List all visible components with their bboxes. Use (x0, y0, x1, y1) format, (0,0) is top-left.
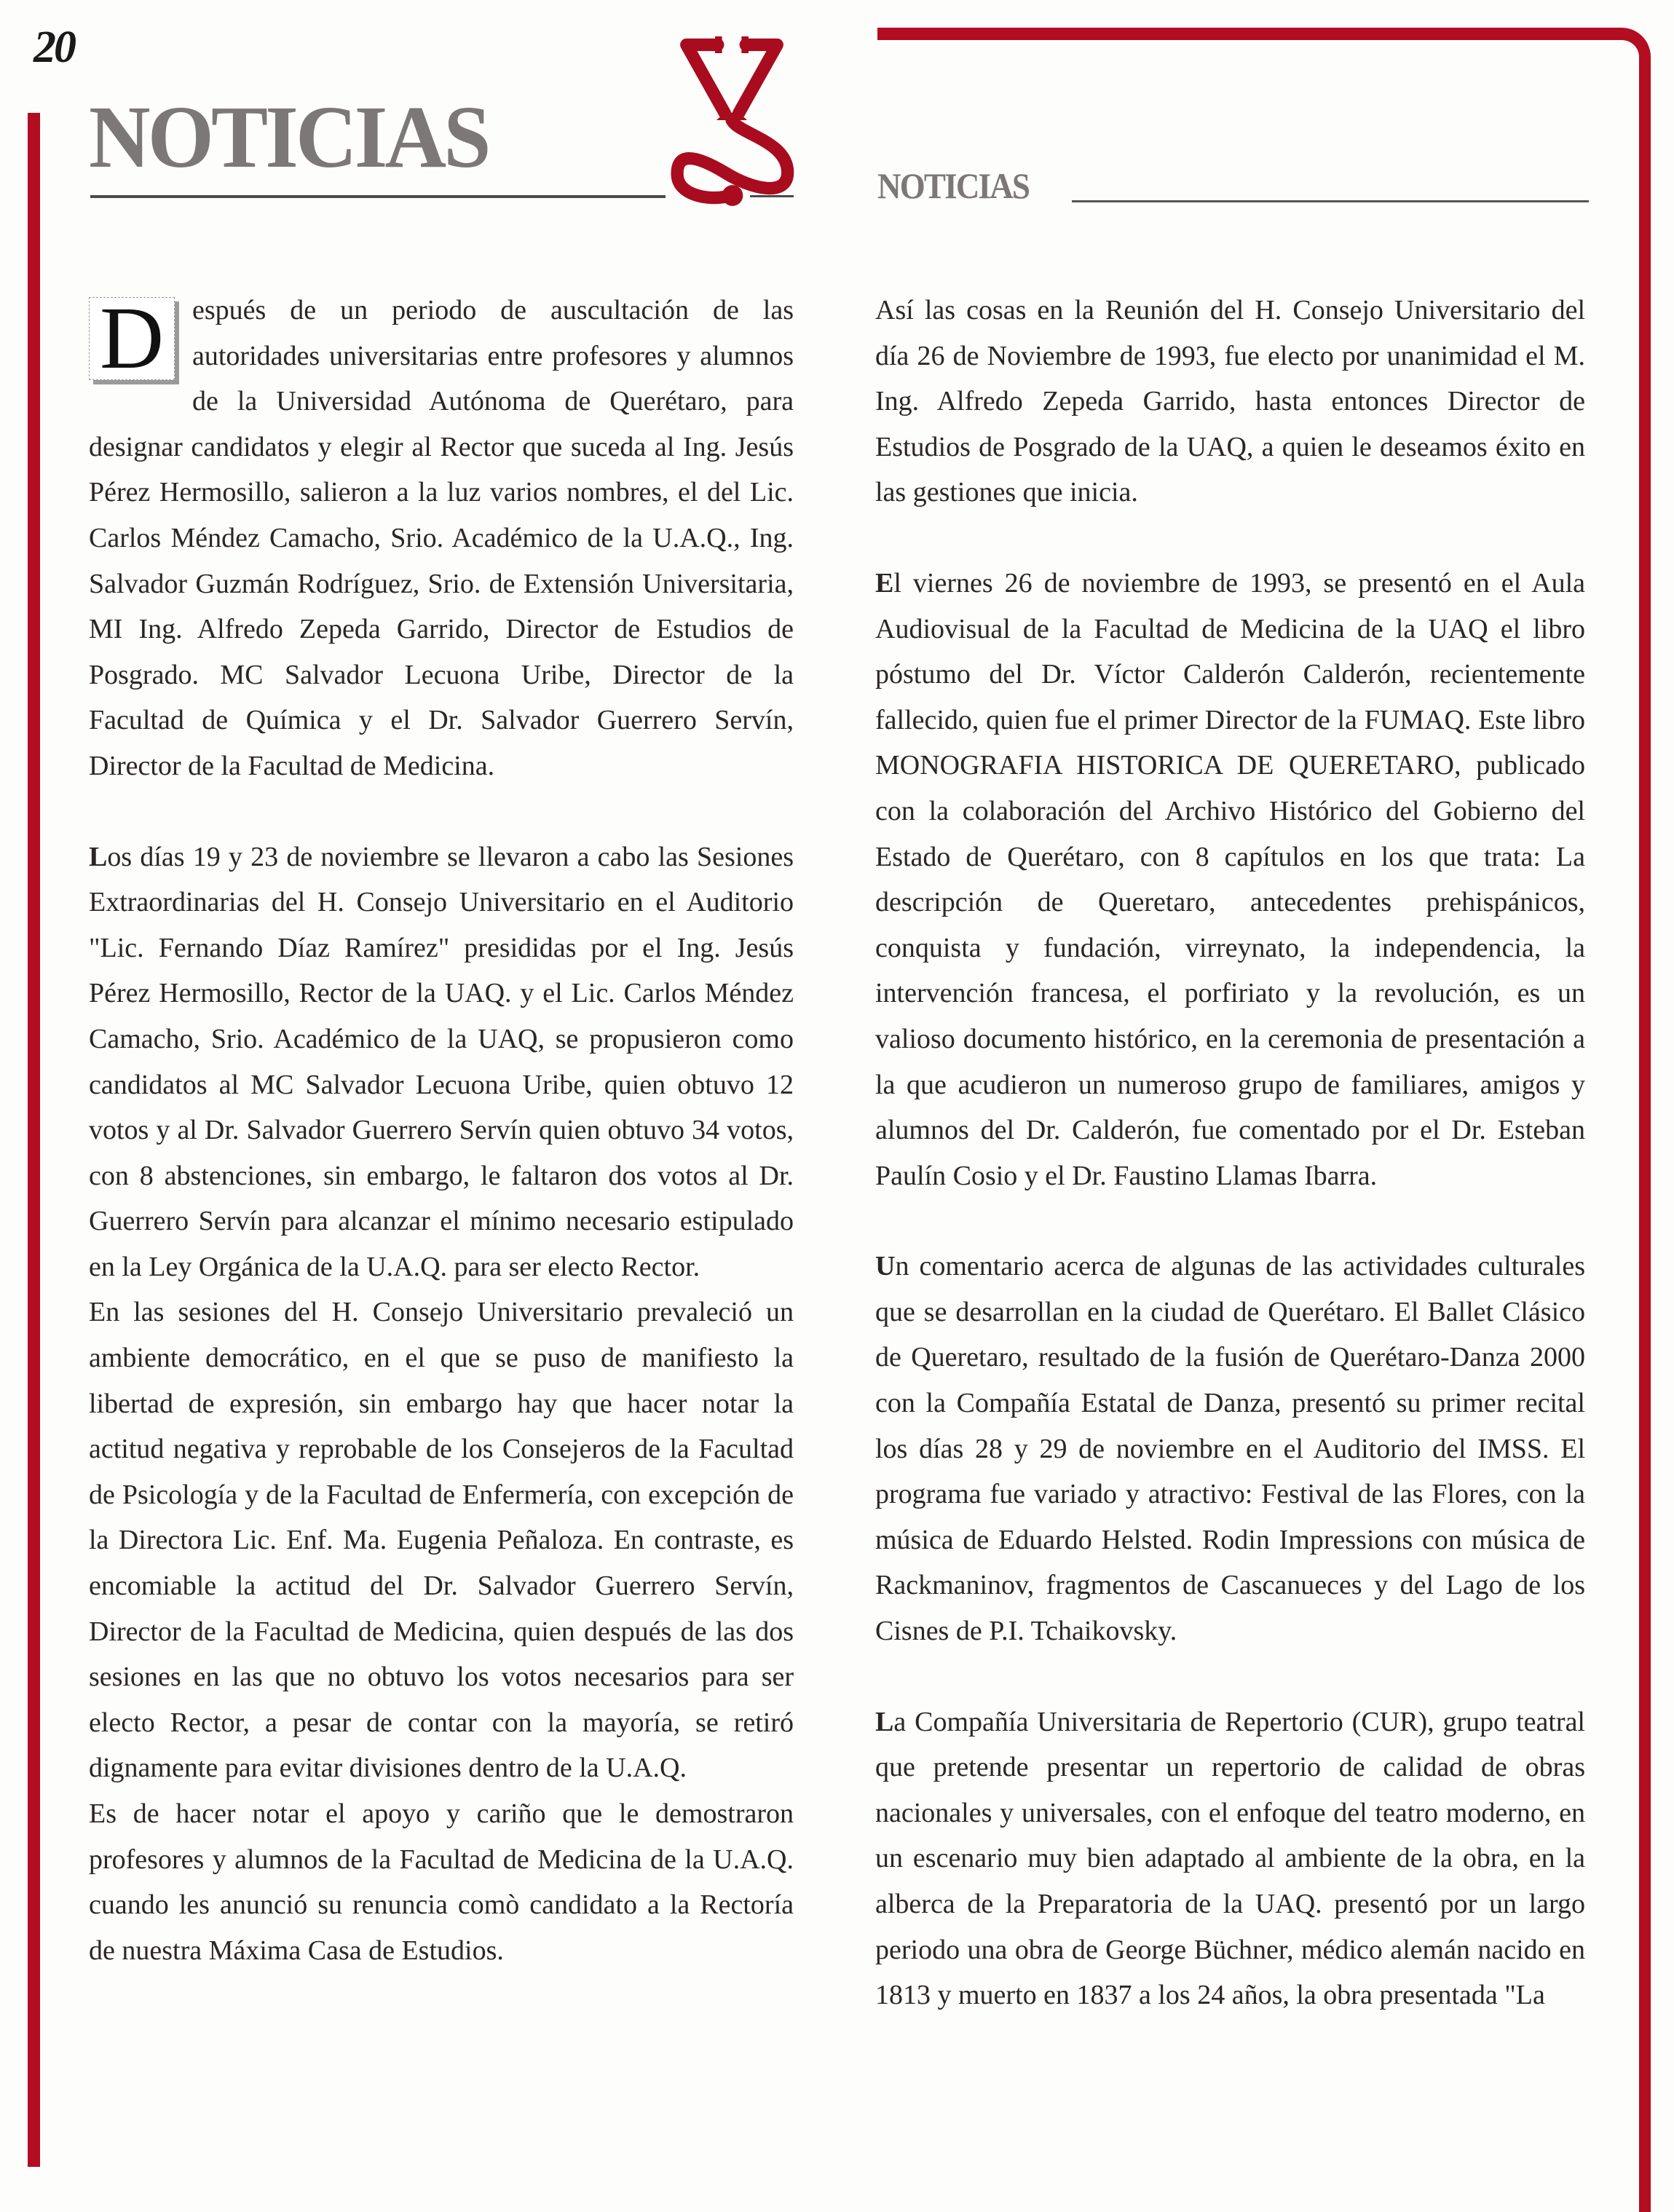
dropcap-frame (89, 289, 175, 387)
article-text: n comentario acerca de algunas de las actividades culturales que se desarrollan en la ciudad de Querétaro. El Ballet Clásico de Queretaro, resultado de la fusión de Querétaro-Danza 2000 con la Compañía Estatal de Danza, presentó su primer recital los días 28 y 29 de noviembre en el Auditorio del IMSS. El programa fue variado y atractivo: Festival de las Flores, con la música de Eduardo Helsted. Rodin Impressions con música de Rackmaninov, fragmentos de Cascanueces y del Lago de los Cisnes de P.I. Tchaikovsky. (875, 1251, 1585, 1647)
left-accent-bar (28, 113, 40, 2167)
article-text: os días 19 y 23 de noviembre se llevaron a cabo las Sesiones Extraordinarias del H. Consejo Universitario en el Auditorio "Lic. Fernando Díaz Ramírez" presididas por el Ing. Jesús Pérez Hermosillo, Rector de la UAQ. y el Lic. Carlos Méndez Camacho, Srio. Académico de la UAQ, se propusieron como candidatos al MC Salvador Lecuona Uribe, quien obtuvo 12 votos y al Dr. Salvador Guerrero Servín quien obtuvo 34 votos, con 8 abstenciones, sin embargo, le faltaron dos votos al Dr. Guerrero Servín para alcanzar el mínimo necesario estipulado en la Ley Orgánica de la U.A.Q. para ser electo Rector. (89, 841, 794, 1282)
lead-letter: L (89, 841, 108, 872)
article-text: espués de un periodo de auscultación de las autoridades universitarias entre profesores y alumnos de la Universidad Autónoma de Querétaro, para designar candidatos y elegir al Rector que suceda al Ing. Jesús Pérez Hermosillo, salieron a la luz varios nombres, el del Lic. Carlos Méndez Camacho, Srio. Académico de la U.A.Q., Ing. Salvador Guzmán Rodríguez, Srio. de Extensión Universitaria, MI Ing. Alfredo Zepeda Garrido, Director de Estudios de Posgrado. MC Salvador Lecuona Uribe, Director de la Facultad de Química y el Dr. Salvador Guerrero Servín, Director de la Facultad de Medicina. (89, 295, 794, 781)
lead-letter: L (875, 1706, 894, 1737)
article-new-rector: Así las cosas en la Reunión del H. Consejo Universitario del día 26 de Noviembre de 1993, fue electo por unanimidad el M. Ing. Alfredo Zepeda Garrido, hasta entonces Director de Estudios de Posgrado de la UAQ, a quien le deseamos éxito en las gestiones que inicia. (875, 295, 1585, 508)
right-column (875, 288, 1585, 2018)
article-text: a Compañía Universitaria de Repertorio (CUR), grupo teatral que pretende presentar un repertorio de calidad de obras nacionales y universales, con el enfoque del teatro moderno, en un escenario muy bien adaptado al ambiente de la obra, en la alberca de la Preparatoria de la UAQ. presentó por un largo periodo una obra de George Büchner, médico alemán nacido en 1813 y muerto en 1837 a los 24 años, la obra presentada "La (875, 1706, 1585, 2011)
section-title: NOTICIAS (89, 88, 489, 186)
article-extraordinary-sessions (89, 834, 794, 1290)
article-ballet (875, 1244, 1585, 1654)
article-text: l viernes 26 de noviembre de 1993, se presentó en el Aula Audiovisual de la Facultad de Medicina de la UAQ el libro póstumo del Dr. Víctor Calderón Calderón, recientemente fallecido, quien fue el primer Director de la FUMAQ. Este libro MONOGRAFIA HISTORICA DE QUERETARO, publicado con la colaboración del Archivo Histórico del Gobierno del Estado de Querétaro, con 8 capítulos en los que trata: La descripción de Queretaro, antecedentes prehispánicos, conquista y fundación, virreynato, la independencia, la intervención francesa, el porfiriato y la revolución, es un valioso documento histórico, en la ceremonia de presentación a la que acudieron un numeroso grupo de familiares, amigos y alumnos del Dr. Calderón, fue comentado por el Dr. Esteban Paulín Cosio y el Dr. Faustino Llamas Ibarra. (875, 567, 1585, 1191)
running-header: NOTICIAS (877, 165, 1030, 206)
article-election-intro (89, 288, 794, 789)
lead-letter: U (875, 1251, 896, 1282)
lead-letter: E (875, 567, 894, 599)
stethoscope-icon (648, 22, 816, 218)
article-book-presentation (875, 561, 1585, 1198)
title-rule (90, 195, 666, 198)
running-header-rule (1072, 200, 1589, 202)
page-number: 20 (33, 23, 74, 72)
dropcap-letter: D (99, 289, 165, 387)
article-support-note: Es de hacer notar el apoyo y cariño que le demostraron profesores y alumnos de la Facultad de Medicina de la U.A.Q. cuando les anunció su renuncia comò candidato a la Rectoría de nuestra Máxima Casa de Estudios. (89, 1798, 794, 1966)
left-column (89, 288, 794, 1973)
article-theatre-company (875, 1699, 1585, 2018)
article-democratic-climate: En las sesiones del H. Consejo Universitario prevaleció un ambiente democrático, en el que se puso de manifiesto la libertad de expresión, sin embargo hay que hacer notar la actitud negativa y reprobable de los Consejeros de la Facultad de Psicología y de la Facultad de Enfermería, con excepción de la Directora Lic. Enf. Ma. Eugenia Peñaloza. En contraste, es encomiable la actitud del Dr. Salvador Guerrero Servín, Director de la Facultad de Medicina, quien después de las dos sesiones en las que no obtuvo los votos necesarios para ser electo Rector, a pesar de contar con la mayoría, se retiró dignamente para evitar divisiones dentro de la U.A.Q. (89, 1297, 794, 1784)
